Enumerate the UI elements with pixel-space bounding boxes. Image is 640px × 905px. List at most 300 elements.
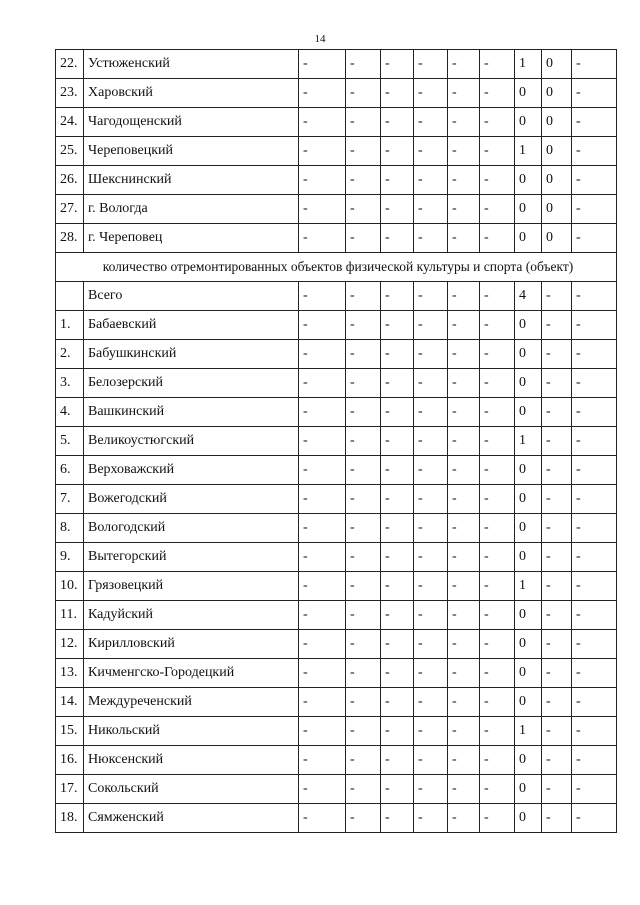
table-row (56, 340, 617, 369)
value-cell: - (346, 456, 381, 485)
row-number: 8. (56, 514, 84, 543)
value-cell: 0 (515, 804, 542, 833)
table-row (56, 282, 617, 311)
value-cell: - (448, 427, 480, 456)
row-number: 18. (56, 804, 84, 833)
table-row (56, 108, 617, 137)
value-cell: - (448, 717, 480, 746)
value-cell: - (414, 137, 448, 166)
value-cell: - (572, 166, 617, 195)
value-cell: - (572, 514, 617, 543)
value-cell: - (542, 485, 572, 514)
value-cell: - (542, 601, 572, 630)
row-number: 6. (56, 456, 84, 485)
value-cell: - (572, 746, 617, 775)
value-cell: 0 (515, 746, 542, 775)
value-cell: - (572, 282, 617, 311)
value-cell: 4 (515, 282, 542, 311)
value-cell: - (381, 659, 414, 688)
value-cell: - (448, 224, 480, 253)
table-row (56, 398, 617, 427)
value-cell: - (381, 50, 414, 79)
value-cell: - (480, 804, 515, 833)
value-cell: - (299, 804, 346, 833)
value-cell: - (572, 601, 617, 630)
value-cell: - (346, 775, 381, 804)
value-cell: - (542, 340, 572, 369)
table-row (56, 195, 617, 224)
value-cell: - (299, 543, 346, 572)
table-row (56, 746, 617, 775)
value-cell: - (414, 688, 448, 717)
table-row (56, 485, 617, 514)
value-cell: - (480, 543, 515, 572)
value-cell: - (414, 775, 448, 804)
value-cell: - (480, 369, 515, 398)
table-row (56, 311, 617, 340)
table-row (56, 572, 617, 601)
value-cell: - (572, 195, 617, 224)
table-row (56, 601, 617, 630)
value-cell: - (448, 166, 480, 195)
value-cell: - (542, 688, 572, 717)
table-row (56, 427, 617, 456)
value-cell: - (448, 659, 480, 688)
value-cell: - (448, 369, 480, 398)
value-cell: - (414, 50, 448, 79)
value-cell: - (381, 427, 414, 456)
value-cell: - (480, 601, 515, 630)
row-number: 7. (56, 485, 84, 514)
value-cell: 0 (515, 514, 542, 543)
value-cell: - (346, 485, 381, 514)
value-cell: - (572, 688, 617, 717)
value-cell: 0 (515, 456, 542, 485)
value-cell: - (448, 601, 480, 630)
value-cell: - (299, 137, 346, 166)
value-cell: - (480, 398, 515, 427)
value-cell: - (346, 50, 381, 79)
row-number: 17. (56, 775, 84, 804)
value-cell: - (572, 224, 617, 253)
value-cell: - (299, 456, 346, 485)
value-cell: - (542, 456, 572, 485)
value-cell: - (448, 456, 480, 485)
table-body-bottom (56, 282, 617, 833)
row-number: 15. (56, 717, 84, 746)
value-cell: - (299, 282, 346, 311)
value-cell: - (572, 398, 617, 427)
value-cell: - (448, 282, 480, 311)
value-cell: - (414, 282, 448, 311)
row-number: 3. (56, 369, 84, 398)
value-cell: - (448, 688, 480, 717)
value-cell: - (542, 746, 572, 775)
value-cell: - (448, 746, 480, 775)
row-number: 22. (56, 50, 84, 79)
value-cell: - (346, 601, 381, 630)
value-cell: - (346, 195, 381, 224)
value-cell: - (448, 514, 480, 543)
value-cell: 1 (515, 50, 542, 79)
value-cell: - (381, 543, 414, 572)
table-row (56, 543, 617, 572)
value-cell: - (572, 50, 617, 79)
value-cell: - (299, 659, 346, 688)
row-number: 28. (56, 224, 84, 253)
value-cell: - (346, 340, 381, 369)
value-cell: 0 (542, 224, 572, 253)
value-cell: - (480, 572, 515, 601)
district-name: Белозерский (84, 369, 299, 398)
value-cell: - (448, 340, 480, 369)
value-cell: - (381, 746, 414, 775)
value-cell: - (381, 137, 414, 166)
value-cell: 0 (542, 195, 572, 224)
value-cell: 0 (542, 137, 572, 166)
value-cell: - (572, 79, 617, 108)
value-cell: - (414, 195, 448, 224)
district-name: Кирилловский (84, 630, 299, 659)
value-cell: 0 (515, 108, 542, 137)
district-name: Устюженский (84, 50, 299, 79)
value-cell: 0 (515, 601, 542, 630)
row-number: 10. (56, 572, 84, 601)
value-cell: - (381, 224, 414, 253)
value-cell: - (480, 340, 515, 369)
value-cell: - (299, 369, 346, 398)
table-row (56, 804, 617, 833)
row-number: 11. (56, 601, 84, 630)
district-name: Кадуйский (84, 601, 299, 630)
section-title: количество отремонтированных объектов физической культуры и спорта (объект) (56, 253, 617, 282)
value-cell: - (480, 427, 515, 456)
value-cell: 0 (515, 195, 542, 224)
value-cell: - (414, 166, 448, 195)
row-number: 13. (56, 659, 84, 688)
value-cell: - (448, 804, 480, 833)
value-cell: - (381, 601, 414, 630)
value-cell: - (414, 427, 448, 456)
value-cell: - (346, 282, 381, 311)
value-cell: - (572, 108, 617, 137)
value-cell: - (480, 224, 515, 253)
value-cell: - (381, 630, 414, 659)
value-cell: - (414, 485, 448, 514)
value-cell: - (381, 369, 414, 398)
district-name: Шекснинский (84, 166, 299, 195)
value-cell: - (572, 659, 617, 688)
value-cell: - (572, 137, 617, 166)
value-cell: - (572, 572, 617, 601)
district-name: Чагодощенский (84, 108, 299, 137)
value-cell: - (299, 572, 346, 601)
value-cell: 0 (515, 485, 542, 514)
value-cell: - (542, 717, 572, 746)
value-cell: - (480, 630, 515, 659)
district-name: г. Вологда (84, 195, 299, 224)
district-name: г. Череповец (84, 224, 299, 253)
table-row (56, 166, 617, 195)
value-cell: - (346, 137, 381, 166)
value-cell: 0 (515, 775, 542, 804)
value-cell: - (448, 630, 480, 659)
value-cell: - (542, 804, 572, 833)
page-number: 14 (314, 33, 326, 45)
value-cell: - (572, 717, 617, 746)
value-cell: - (299, 485, 346, 514)
value-cell: 1 (515, 137, 542, 166)
value-cell: - (542, 659, 572, 688)
row-number: 4. (56, 398, 84, 427)
district-name: Никольский (84, 717, 299, 746)
district-name: Всего (84, 282, 299, 311)
value-cell: - (448, 543, 480, 572)
value-cell: - (448, 108, 480, 137)
value-cell: - (346, 224, 381, 253)
section-row (56, 253, 617, 282)
value-cell: - (346, 717, 381, 746)
district-name: Вытегорский (84, 543, 299, 572)
row-number: 12. (56, 630, 84, 659)
value-cell: - (480, 717, 515, 746)
value-cell: - (542, 572, 572, 601)
value-cell: - (381, 688, 414, 717)
value-cell: - (414, 543, 448, 572)
value-cell: - (299, 398, 346, 427)
table-row (56, 79, 617, 108)
district-name: Нюксенский (84, 746, 299, 775)
row-number: 16. (56, 746, 84, 775)
value-cell: - (448, 485, 480, 514)
value-cell: 0 (515, 340, 542, 369)
value-cell: - (414, 311, 448, 340)
table-row (56, 630, 617, 659)
district-name: Бабаевский (84, 311, 299, 340)
value-cell: - (414, 398, 448, 427)
value-cell: - (381, 340, 414, 369)
value-cell: - (381, 456, 414, 485)
value-cell: - (346, 166, 381, 195)
value-cell: - (414, 340, 448, 369)
value-cell: 0 (515, 630, 542, 659)
value-cell: - (381, 398, 414, 427)
row-number: 14. (56, 688, 84, 717)
row-number: 24. (56, 108, 84, 137)
table-row (56, 659, 617, 688)
value-cell: - (381, 717, 414, 746)
value-cell: - (346, 804, 381, 833)
value-cell: - (299, 717, 346, 746)
row-number: 27. (56, 195, 84, 224)
row-number: 2. (56, 340, 84, 369)
value-cell: - (480, 50, 515, 79)
value-cell: - (381, 311, 414, 340)
table-row (56, 775, 617, 804)
value-cell: - (542, 427, 572, 456)
value-cell: - (414, 659, 448, 688)
district-name: Вологодский (84, 514, 299, 543)
table-body-top (56, 50, 617, 253)
value-cell: 0 (542, 79, 572, 108)
value-cell: - (480, 137, 515, 166)
value-cell: - (480, 195, 515, 224)
district-name: Вашкинский (84, 398, 299, 427)
value-cell: 0 (515, 688, 542, 717)
row-number: 26. (56, 166, 84, 195)
value-cell: - (381, 572, 414, 601)
district-name: Кичменгско-Городецкий (84, 659, 299, 688)
value-cell: - (480, 688, 515, 717)
value-cell: 0 (542, 166, 572, 195)
value-cell: - (381, 514, 414, 543)
value-cell: - (299, 311, 346, 340)
value-cell: - (299, 688, 346, 717)
row-number: 23. (56, 79, 84, 108)
value-cell: - (414, 601, 448, 630)
value-cell: - (572, 804, 617, 833)
table-section (56, 253, 617, 282)
value-cell: - (542, 369, 572, 398)
district-name: Великоустюгский (84, 427, 299, 456)
value-cell: 0 (515, 398, 542, 427)
value-cell: - (299, 108, 346, 137)
value-cell: - (414, 224, 448, 253)
value-cell: - (299, 427, 346, 456)
value-cell: - (414, 456, 448, 485)
row-number: 25. (56, 137, 84, 166)
value-cell: 1 (515, 427, 542, 456)
value-cell: - (480, 282, 515, 311)
table-row (56, 514, 617, 543)
value-cell: 0 (515, 79, 542, 108)
data-table (55, 49, 617, 833)
value-cell: - (414, 804, 448, 833)
value-cell: - (346, 746, 381, 775)
district-name: Бабушкинский (84, 340, 299, 369)
value-cell: - (381, 166, 414, 195)
district-name: Череповецкий (84, 137, 299, 166)
value-cell: - (480, 514, 515, 543)
row-number: 5. (56, 427, 84, 456)
value-cell: - (346, 398, 381, 427)
value-cell: 0 (515, 543, 542, 572)
value-cell: - (480, 775, 515, 804)
value-cell: - (346, 369, 381, 398)
value-cell: - (414, 572, 448, 601)
value-cell: 1 (515, 717, 542, 746)
value-cell: - (414, 79, 448, 108)
district-name: Верховажский (84, 456, 299, 485)
value-cell: - (414, 369, 448, 398)
value-cell: - (414, 514, 448, 543)
table-row (56, 224, 617, 253)
value-cell: - (299, 195, 346, 224)
value-cell: - (448, 137, 480, 166)
value-cell: - (572, 340, 617, 369)
value-cell: 0 (542, 50, 572, 79)
district-name: Междуреченский (84, 688, 299, 717)
table-row (56, 717, 617, 746)
value-cell: - (480, 456, 515, 485)
table-row (56, 369, 617, 398)
value-cell: - (572, 456, 617, 485)
value-cell: - (572, 630, 617, 659)
value-cell: - (299, 50, 346, 79)
value-cell: - (480, 746, 515, 775)
value-cell: - (346, 311, 381, 340)
value-cell: - (346, 108, 381, 137)
district-name: Сокольский (84, 775, 299, 804)
value-cell: - (381, 775, 414, 804)
value-cell: - (381, 804, 414, 833)
value-cell: - (480, 166, 515, 195)
value-cell: 0 (542, 108, 572, 137)
value-cell: - (299, 166, 346, 195)
value-cell: - (480, 108, 515, 137)
value-cell: - (572, 775, 617, 804)
value-cell: - (572, 311, 617, 340)
value-cell: - (346, 427, 381, 456)
value-cell: - (448, 50, 480, 79)
value-cell: - (572, 369, 617, 398)
value-cell: - (346, 572, 381, 601)
value-cell: - (299, 514, 346, 543)
row-number (56, 282, 84, 311)
value-cell: - (346, 514, 381, 543)
value-cell: - (414, 746, 448, 775)
value-cell: - (299, 746, 346, 775)
value-cell: - (414, 630, 448, 659)
value-cell: 0 (515, 224, 542, 253)
value-cell: - (480, 311, 515, 340)
value-cell: - (572, 543, 617, 572)
value-cell: - (346, 543, 381, 572)
value-cell: - (542, 543, 572, 572)
value-cell: - (414, 717, 448, 746)
value-cell: - (381, 282, 414, 311)
value-cell: - (448, 311, 480, 340)
value-cell: - (346, 79, 381, 108)
value-cell: 0 (515, 369, 542, 398)
value-cell: - (542, 311, 572, 340)
value-cell: - (299, 340, 346, 369)
value-cell: - (299, 224, 346, 253)
value-cell: - (480, 79, 515, 108)
value-cell: - (572, 485, 617, 514)
value-cell: - (448, 195, 480, 224)
value-cell: - (542, 775, 572, 804)
value-cell: 1 (515, 572, 542, 601)
value-cell: - (299, 79, 346, 108)
value-cell: - (542, 514, 572, 543)
value-cell: 0 (515, 166, 542, 195)
value-cell: - (542, 398, 572, 427)
value-cell: - (381, 485, 414, 514)
value-cell: - (299, 775, 346, 804)
table-row (56, 688, 617, 717)
value-cell: - (480, 485, 515, 514)
value-cell: - (448, 398, 480, 427)
district-name: Сямженский (84, 804, 299, 833)
value-cell: - (299, 601, 346, 630)
value-cell: - (572, 427, 617, 456)
district-name: Харовский (84, 79, 299, 108)
value-cell: - (414, 108, 448, 137)
district-name: Вожегодский (84, 485, 299, 514)
value-cell: - (542, 630, 572, 659)
value-cell: - (448, 775, 480, 804)
